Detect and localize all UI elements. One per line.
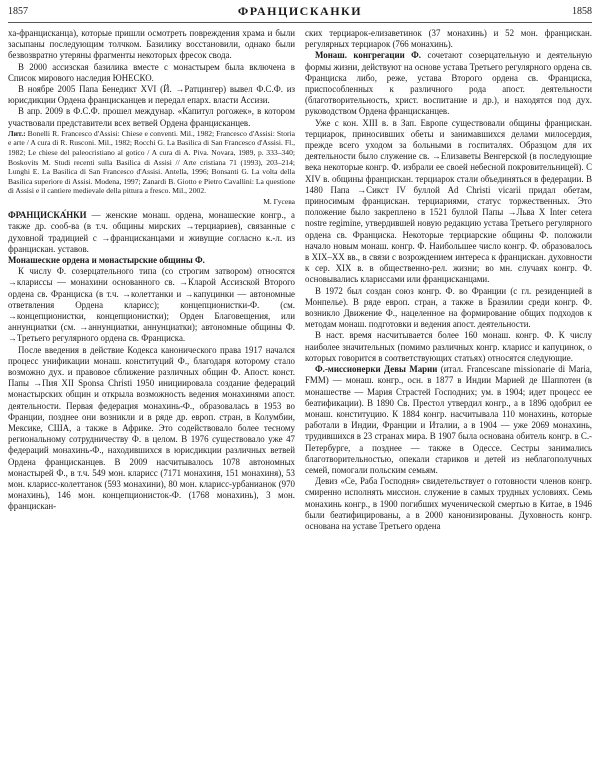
- header-rule: [8, 22, 592, 23]
- running-title: ФРАНЦИСКАНКИ: [237, 4, 363, 18]
- inline-heading: Монаш. конгрегации Ф.: [315, 50, 422, 61]
- paragraph: ских терциарок-елизаветинок (37 монахинь) и 52 мон. францискан. регулярных терциарок (766 монахинь).: [305, 28, 592, 50]
- author-signature: М. Гусева: [263, 196, 295, 206]
- subheading-text: Монашеские ордена и монастырские общины Ф.: [8, 255, 205, 265]
- paragraph: В апр. 2009 в Ф.С.Ф. прошел междунар. «Капитул рогожек», в котором участвовали представители всех ветвей Ордена францисканцев.: [8, 106, 295, 128]
- paragraph-text: (итал. Francescane missionarie di Maria, FMM) — монаш. конгр., осн. в 1877 в Индии Марией де Шаппотен (в монашестве — Мария Страстей Господних; ум. в 1904; идет процесс ее беатификации). В 1890 Св. Престол утвердил конгр., а в 1896 одобрил ее монаш. конституцию. К 1884 конгр. насчитывала 110 монахинь, которые работали в Индии, Франции и Италии, а в 1904 — уже 2069 монахинь, трудившихся в 23 странах мира. В 1907 была основана обитель конгр. в С.-Петербурге, а позднее — также в Одессе. Сестры занимались благотворительностью, опекали стариков и детей из неблагополучных семей, помогали польским семьям.: [305, 364, 592, 475]
- paragraph: В ноябре 2005 Папа Бенедикт XVI (Й. →Ратцингер) вывел Ф.С.Ф. из юрисдикции Ордена францисканцев и передал епарх. власти Ассизи.: [8, 84, 295, 106]
- section-subheading: [8, 255, 295, 266]
- literature-text: Bonelli R. Francesco d'Assisi: Chiese e conventi. Mil., 1982; Francesco d'Assisi: Storia e arte / A cura di R. Rusconi. Mil., 1982; Rocchi G. La Basilica di San Francesco d'Assisi. Fl., 1982; Le chiese del paleocristiano al gotico / A cura di A. Piva. Novara, 1989, p. 333–340; Boskovits M. Studi recenti sulla Basilica di Assisi // Arte cristiana 71 (1993), 203–214; Lunghi E. La Basilica di San Francesco d'Assisi. Antella, 1996; Bonsanti G. La volta della Basilica superiore di Assisi. Modena, 1997; Zanardi B. Giotto e Pietro Cavallini: La questione di Assisi e il cantiere medievale della pittura a fresco. Mil., 2002.: [8, 128, 295, 196]
- paragraph: К числу Ф. созерцательного типа (со строгим затвором) относятся →клариссы — монахини основанного св. →Кларой Ассизской Второго ордена св. Франциска (в т.ч. →колеттанки и →капуцинки — автономные ответвления Ордена кларисс); концепционистки-Ф. (см. →концепционистки, концепционистки); Орден Благовещения, или аннунциатки (см. →аннунциатки, аннунциатки); автономные общины Ф. →Третьего регулярного ордена св. Франциска.: [8, 266, 295, 344]
- paragraph-text: сочетают созерцательную и деятельную формы жизни, действуют на основе устава Третьего регулярного ордена св. Франциска либо, реже, устава Второго ордена св. Франциска, приспособленных к различного рода апост. деятельности (благотворительность, христ. воспитание и др.), и находятся под дух. руководством Ордена францисканцев.: [305, 50, 592, 117]
- inline-heading: Ф.-миссионерки Девы Марии: [315, 364, 438, 375]
- paragraph: [305, 50, 592, 117]
- paragraph: Девиз «Се, Раба Господня» свидетельствует о готовности членов конгр. смиренно исполнять миссион. служение в самых трудных условиях. Семь монахинь конгр., в 1900 погибших мученической смертью в Китае, в 1946 были беатифицированы, а в 2000 канонизированы. Духовность конгр. основана на уставе Третьего ордена: [305, 476, 592, 531]
- entry-heading: [8, 210, 295, 255]
- paragraph: В 1972 был создан союз конгр. Ф. во Франции (с гл. резиденцией в Монпелье). В ряде европ. стран, а также в Бразилии среди конгр. Ф. возникло Движение Ф., нацеленное на формирование общих подходов к методам монаш. подготовки и ведения апост. деятельности.: [305, 285, 592, 330]
- paragraph: ха-францисканца), которые пришли осмотреть повреждения храма и были засыпаны последующим толчком. Базилику восстановили, однако были безвозвратно утеряны фрагменты некоторых фресок свода.: [8, 28, 295, 61]
- entry-term: ФРАНЦИСКА́НКИ: [8, 210, 87, 221]
- page-number-right: 1858: [572, 6, 592, 17]
- paragraph: После введения в действие Кодекса канонического права 1917 начался процесс унификации монаш. конституций Ф., благодаря которому стало возможно дух. и правовое сближение различных общин Ф. Апост. конст. Папы →Пия XII Sponsa Christi 1950 инициировала создание федераций монастырских общин и открыла возможность ведения монахинями апост. деятельности. Первая федерация монахинь-Ф., образовалась в 1953 во Франции, позднее они возникли и в ряде др. европ. стран, в Колумбии, Мексике, США, а также в Африке. Это содействовало более тесному региональному сотрудничеству Ф. в целом. В 1976 существовало уже 47 федераций монахинь-Ф., находившихся в юрисдикции различных ветвей Ордена францисканцев. В 2009 насчитывалось 1078 автономных монастырей Ф., в т.ч. 549 мон. кларисс (7171 монахиня, 151 монахиня), 53 мон. кларисс-колеттанок (593 монахини), 80 мон. кларисс-урбанианок (970 монахинь), 146 мон. концепционисток-Ф. (1768 монахинь), 3 мон. францискан-: [8, 344, 295, 512]
- page-number-left: 1857: [8, 6, 28, 17]
- paragraph: Уже с кон. XIII в. в Зап. Европе существовали общины францискан. терциарок, приносивших обеты и занимавшихся делами милосердия, прежде всего уходом за больными в госпиталях. Образцом для их деятельности было служение св. →Елизаветы Венгерской (в последующие века некоторые конгр. Ф. избрали ее своей небесной покровительницей). С XIV в. общины францискан. терциарок стали объединяться в федерации. В 1480 Папа →Сикст IV буллой Ad Christi vicarii придал обетам, приносимым францискан. терциариями, статус торжественных. Это положение было закреплено в 1521 буллой Папы →Льва X Inter cetera nostre regimine, утвердившей новую редакцию устава Третьего регулярного ордена св. Франциска. Некоторые терциарские общины Ф. положили начало новым монаш. конгр. Ф. Наибольшее число конгр. Ф. образовалось в XIX–XX вв., в связи с возрождением интереса к францискан. духовности к сер. XIX в. в общественно-рел. жизни; во мн. случаях конгр. Ф. основывались клариссами или францисканцами.: [305, 117, 592, 285]
- literature-label: Лит.:: [8, 128, 26, 138]
- paragraph: В 2000 ассизская базилика вместе с монастырем была включена в Список мирового наследия ЮНЕСКО.: [8, 61, 295, 83]
- left-column: [8, 28, 295, 761]
- running-header: [0, 0, 600, 26]
- paragraph: В наст. время насчитывается более 160 монаш. конгр. Ф. К числу наиболее значительных (помимо различных конгр. кларисс и капуцинок, о которых говорится в соответствующих статьях) относятся следующие.: [305, 330, 592, 363]
- literature-list: [8, 129, 295, 196]
- right-column: [305, 28, 592, 761]
- entry-definition: — женские монаш. ордена, монашеские конгр., а также др. сооб-ва (в т.ч. общины мирских →терциариев), связанные с духовной традицией с →францисканцами и живущие согласно к.-л. из францискан. уставов.: [8, 210, 295, 254]
- paragraph: [305, 364, 592, 476]
